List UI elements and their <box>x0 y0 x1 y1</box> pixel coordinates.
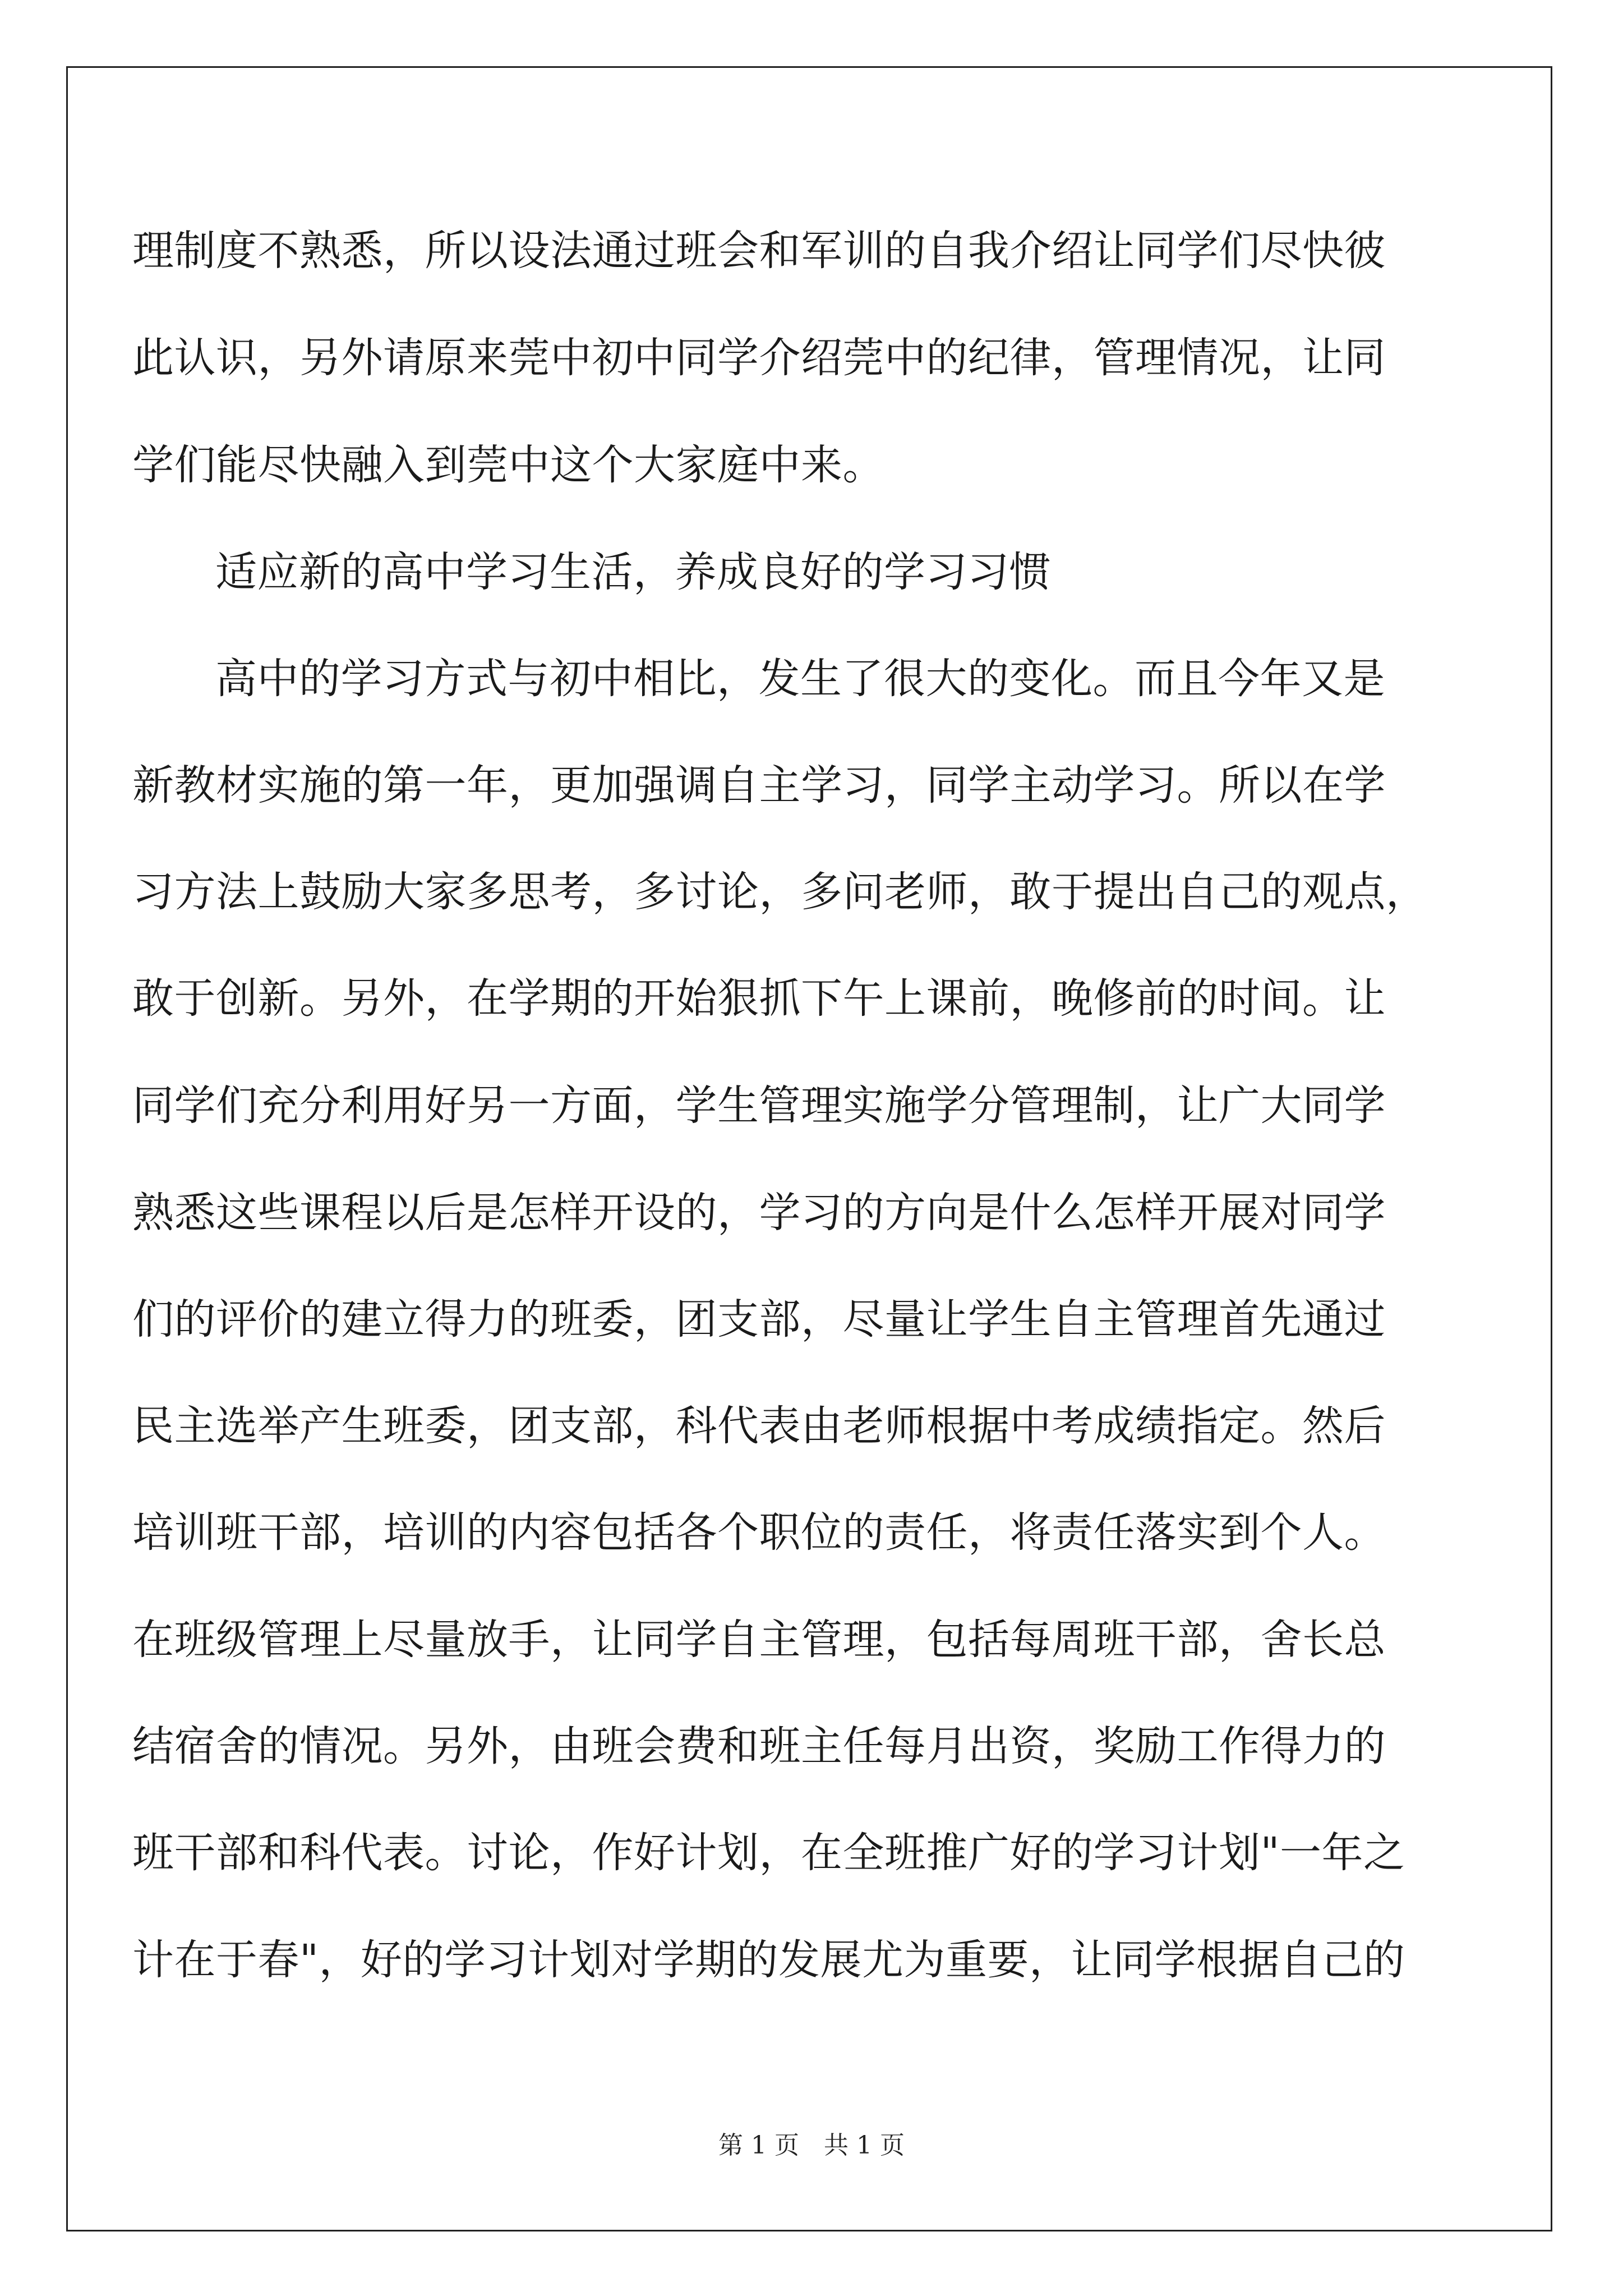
text-line: 理制度不熟悉，所以设法通过班会和军训的自我介绍让同学们尽快彼 <box>132 227 1386 275</box>
text-line: 结宿舍的情况。另外，由班会费和班主任每月出资，奖励工作得力的 <box>132 1722 1386 1770</box>
text-line: 学们能尽快融入到莞中这个大家庭中来。 <box>132 441 884 489</box>
text-line: 同学们充分利用好另一方面，学生管理实施学分管理制，让广大同学 <box>132 1082 1386 1130</box>
section-heading: 适应新的高中学习生活，养成良好的学习习惯 <box>215 548 1051 596</box>
text-line: 高中的学习方式与初中相比，发生了很大的变化。而且今年又是 <box>215 655 1385 703</box>
text-line: 民主选举产生班委，团支部，科代表由老师根据中考成绩指定。然后 <box>132 1402 1386 1450</box>
text-line: 此认识，另外请原来莞中初中同学介绍莞中的纪律，管理情况，让同 <box>132 334 1386 382</box>
text-line: 新教材实施的第一年，更加强调自主学习，同学主动学习。所以在学 <box>132 761 1386 809</box>
text-line: 班干部和科代表。讨论，作好计划，在全班推广好的学习计划"一年之 <box>132 1829 1405 1877</box>
text-line: 敢于创新。另外，在学期的开始狠抓下午上课前，晚修前的时间。让 <box>132 974 1386 1023</box>
page-footer: 第 1 页 共 1 页 <box>718 2131 905 2160</box>
text-line: 培训班干部，培训的内容包括各个职位的责任，将责任落实到个人。 <box>132 1508 1386 1557</box>
text-line: 计在于春"，好的学习计划对学期的发展尤为重要，让同学根据自己的 <box>132 1936 1405 1984</box>
text-line: 习方法上鼓励大家多思考，多讨论，多问老师，敢于提出自己的观点， <box>132 868 1428 916</box>
text-line: 们的评价的建立得力的班委，团支部，尽量让学生自主管理首先通过 <box>132 1295 1386 1343</box>
text-line: 熟悉这些课程以后是怎样开设的，学习的方向是什么怎样开展对同学 <box>132 1189 1386 1237</box>
text-line: 在班级管理上尽量放手，让同学自主管理，包括每周班干部，舍长总 <box>132 1616 1386 1664</box>
